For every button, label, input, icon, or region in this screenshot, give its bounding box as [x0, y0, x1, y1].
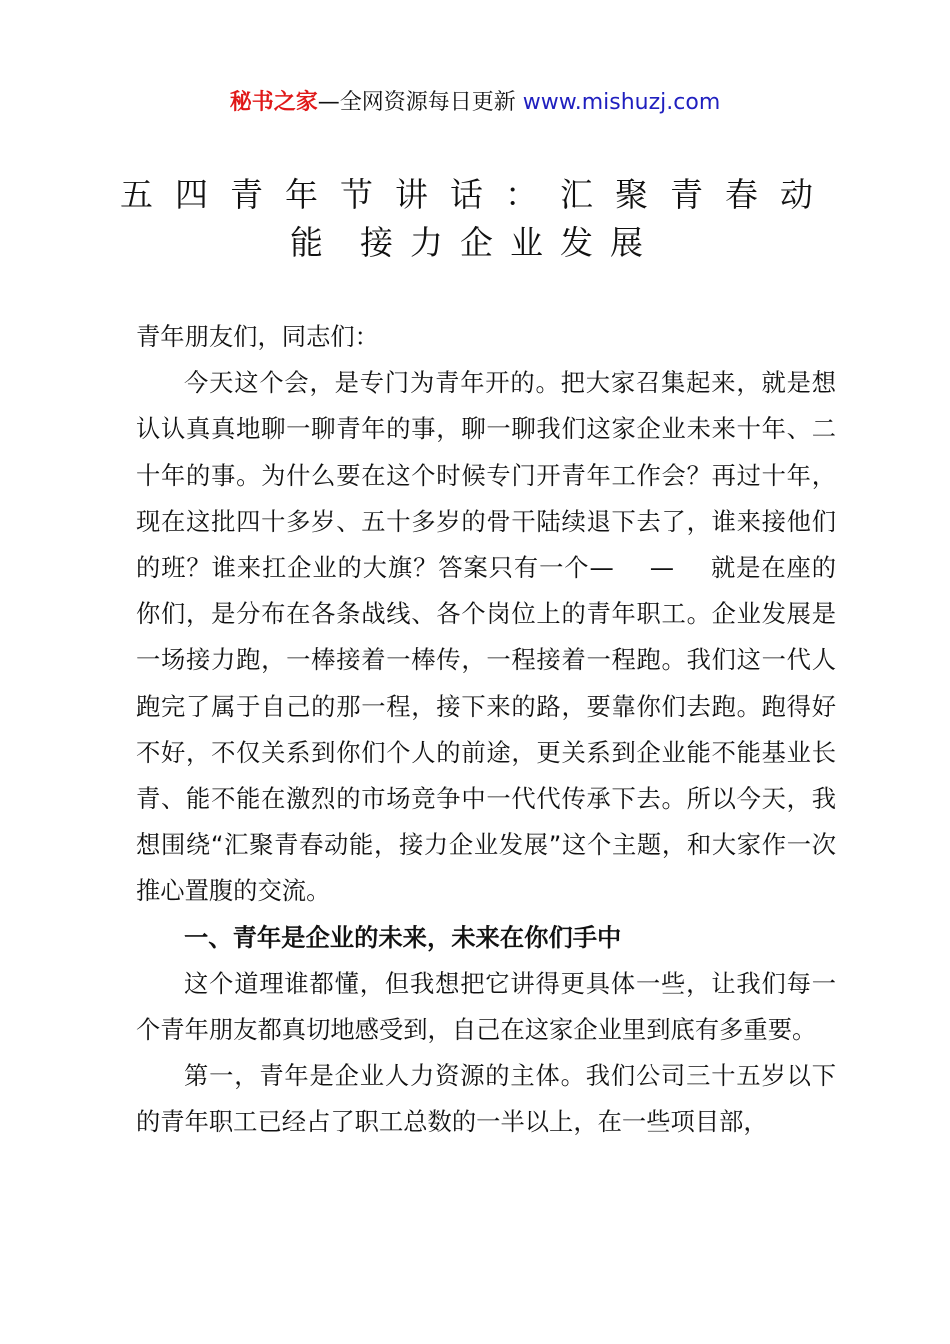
title-line-2-part-a: 能 — [290, 223, 340, 262]
title-line-2-part-b: 接力企业发展 — [360, 223, 660, 262]
site-brand: 秘书之家 — [229, 90, 318, 115]
document-title-line-1: 五四青年节讲话：汇聚青春动 — [120, 175, 835, 214]
point-1-text: 我们公司三十五岁以下的青年职工已经占了职工总数的一半以上，在一些项目部， — [136, 1061, 837, 1137]
salutation: 青年朋友们，同志们： — [136, 322, 379, 351]
point-1-lead: 第一，青年是企业人力资源的主体。 — [184, 1061, 586, 1091]
paragraph-point-1 — [136, 1053, 836, 1145]
paragraph-section-1: 这个道理谁都懂，但我想把它讲得更具体一些，让我们每一个青年朋友都真切地感受到，自己在这家企业里到底有多重要。 — [136, 968, 836, 1045]
paragraph-intro-part-a: 今天这个会，是专门为青年开的。把大家召集起来，就是想认认真真地聊一聊青年的事，聊一聊我们这家企业未来十年、二十年的事。为什么要在这个时候专门开青年工作会？再过十年，现在这批四十多岁、五十多岁的骨干陆续退下去了，谁来接他们的班？谁来扛企业的大旗？答案只有一个— — [136, 368, 836, 583]
paragraph-intro — [136, 360, 836, 914]
document-body — [136, 314, 836, 1146]
paragraph-intro-part-c: 就是在座的你们，是分布在各条战线、各个岗位上的青年职工。企业发展是一场接力跑，一棒接着一棒传，一程接着一程跑。我们这一代人跑完了属于自己的那一程，接下来的路，要靠你们去跑。跑得好不好，不仅关系到你们个人的前途，更关系到企业能不能基业长青、能不能在激烈的市场竞争中一代代传承下去。所以今天，我想围绕“汇聚青春动能，接力企业发展”这个主题，和大家作一次推心置腹的交流。 — [136, 553, 837, 906]
site-header — [0, 86, 950, 120]
section-1-heading: 一、青年是企业的未来，未来在你们手中 — [184, 922, 622, 952]
site-tagline: —全网资源每日更新 — [317, 90, 523, 115]
document-title-line-2 — [120, 220, 830, 266]
paragraph-intro-dash: — — [649, 553, 675, 583]
site-url-link[interactable]: www.mishuzj.com — [522, 90, 721, 115]
